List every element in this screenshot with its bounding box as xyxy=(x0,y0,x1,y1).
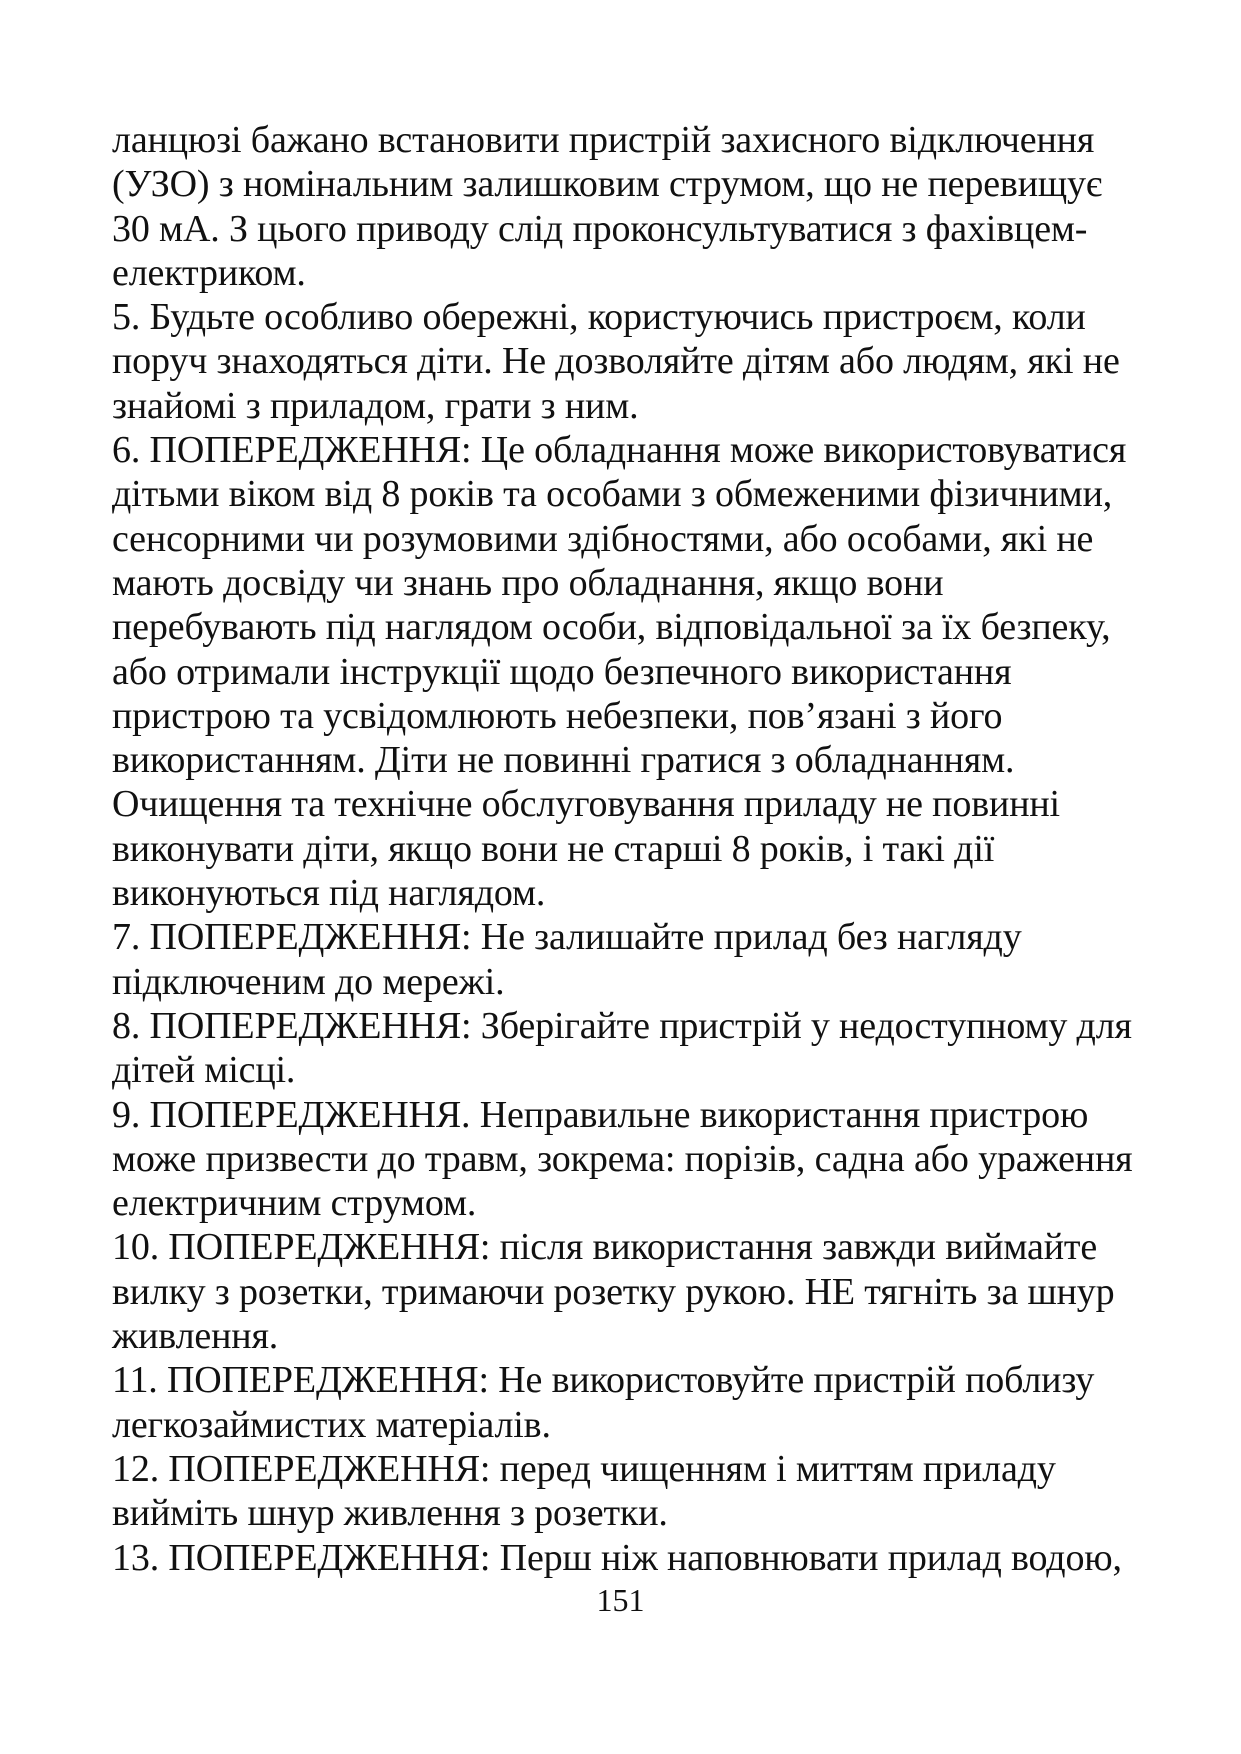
text-line: електричним струмом. xyxy=(112,1182,477,1225)
text-line: 12. ПОПЕРЕДЖЕННЯ: перед чищенням і миттям приладу xyxy=(112,1447,1056,1490)
text-line: (УЗО) з номінальним залишковим струмом, що не перевищує xyxy=(112,163,1103,206)
text-line: дітьми віком від 8 років та особами з обмеженими фізичними, xyxy=(112,473,1113,516)
text-line: живлення. xyxy=(112,1315,279,1358)
text-line: перебувають під наглядом особи, відповідальної за їх безпеку, xyxy=(112,606,1111,649)
page-number: 151 xyxy=(596,1582,645,1618)
text-line: 11. ПОПЕРЕДЖЕННЯ: Не використовуйте пристрій поблизу xyxy=(112,1359,1095,1402)
text-line: 8. ПОПЕРЕДЖЕННЯ: Зберігайте пристрій у недоступному для xyxy=(112,1004,1132,1047)
text-line: мають досвіду чи знань про обладнання, якщо вони xyxy=(112,561,944,604)
text-line: використанням. Діти не повинні гратися з обладнанням. xyxy=(112,739,1015,782)
text-line: 10. ПОПЕРЕДЖЕННЯ: після використання завжди виймайте xyxy=(112,1226,1098,1269)
body-text xyxy=(112,118,1172,1580)
text-line: вилку з розетки, тримаючи розетку рукою. НЕ тягніть за шнур xyxy=(112,1270,1115,1313)
text-line: 7. ПОПЕРЕДЖЕННЯ: Не залишайте прилад без нагляду xyxy=(112,916,1022,959)
text-line: дітей місці. xyxy=(112,1049,296,1092)
text-line: ланцюзі бажано встановити пристрій захисного відключення xyxy=(112,119,1095,161)
text-line: виконуються під наглядом. xyxy=(112,872,546,915)
text-line: 9. ПОПЕРЕДЖЕННЯ. Неправильне використання пристрою xyxy=(112,1093,1089,1136)
text-line: 5. Будьте особливо обережні, користуючись пристроєм, коли xyxy=(112,296,1086,339)
text-line: може призвести до травм, зокрема: порізів, садна або ураження xyxy=(112,1137,1133,1180)
text-line: 6. ПОПЕРЕДЖЕННЯ: Це обладнання може використовуватися xyxy=(112,429,1127,472)
text-line: або отримали інструкції щодо безпечного використання xyxy=(112,650,1012,693)
text-line: пристрою та усвідомлюють небезпеки, пов’язані з його xyxy=(112,694,1003,737)
text-line: підключеним до мережі. xyxy=(112,960,505,1003)
text-line: знайомі з приладом, грати з ним. xyxy=(112,384,639,427)
text-line: 13. ПОПЕРЕДЖЕННЯ: Перш ніж наповнювати прилад водою, xyxy=(112,1536,1122,1579)
text-line: електриком. xyxy=(112,251,306,294)
text-line: 30 мА. З цього приводу слід проконсультуватися з фахівцем- xyxy=(112,207,1088,250)
text-line: вийміть шнур живлення з розетки. xyxy=(112,1492,668,1535)
text-line: поруч знаходяться діти. Не дозволяйте дітям або людям, які не xyxy=(112,340,1120,383)
text-line: Очищення та технічне обслуговування приладу не повинні xyxy=(112,783,1060,826)
text-line: легкозаймистих матеріалів. xyxy=(112,1403,551,1446)
text-line: виконувати діти, якщо вони не старші 8 років, і такі дії xyxy=(112,827,995,870)
text-line: сенсорними чи розумовими здібностями, або особами, які не xyxy=(112,517,1094,560)
